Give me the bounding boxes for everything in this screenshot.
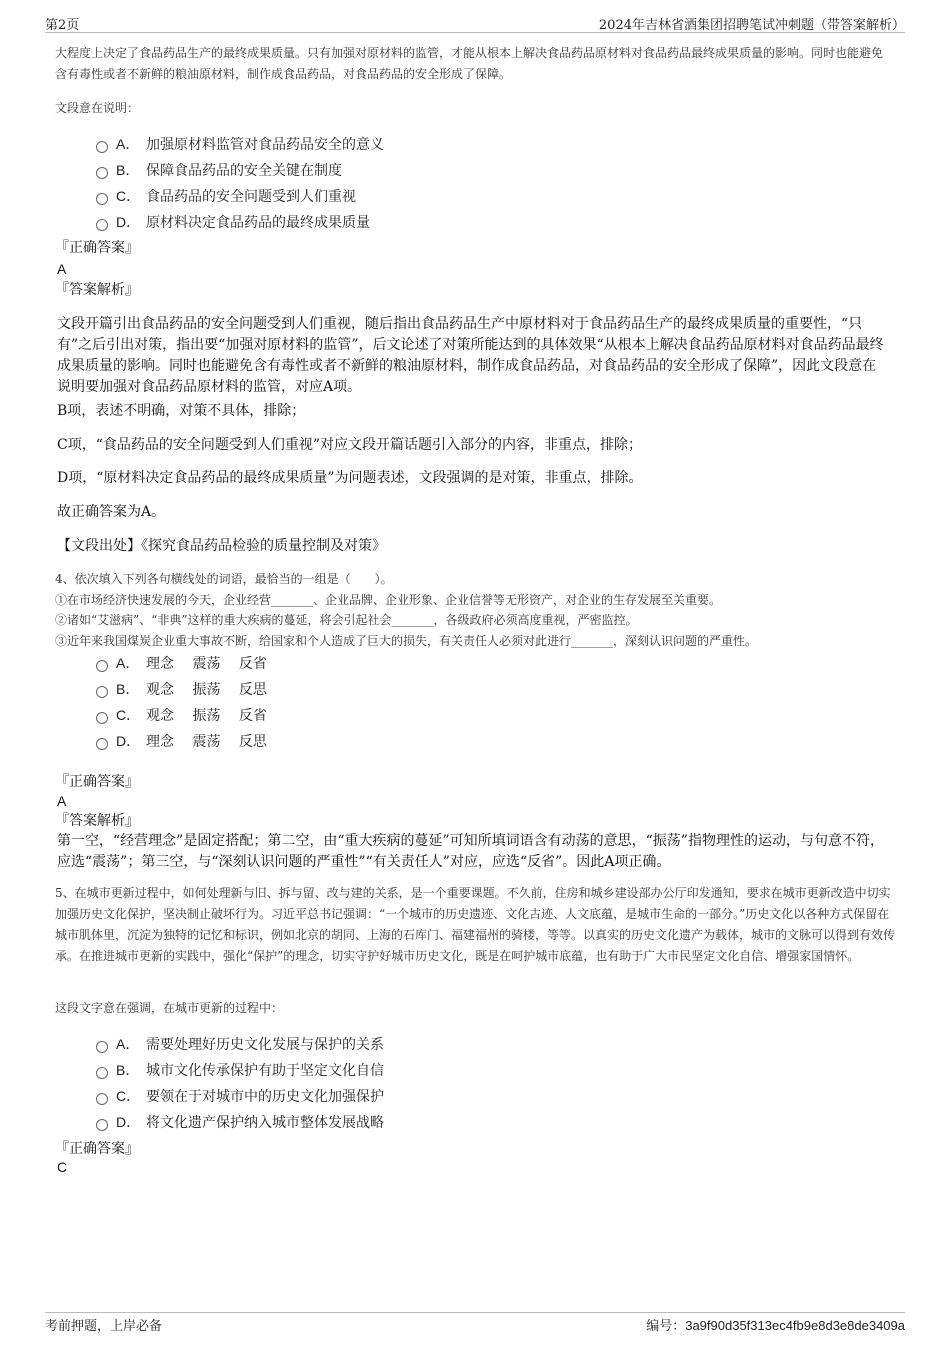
q5-answer: C: [57, 1159, 68, 1175]
q5-option-b[interactable]: B． 城市文化传承保护有助于坚定文化自信: [96, 1060, 384, 1080]
q5-answer-label: 『正确答案』: [55, 1141, 139, 1157]
q3-analysis: 文段开篇引出食品药品的安全问题受到人们重视，随后指出食品药品生产中原材料对于食品药品生产的最终成果质量的重要性，“只有”之后引出对策，指出要“加强对原材料的监管”，后文论述了对策所能达到的具体效果“从根本上解决食品药品原材料对食品药品最终成果质量的影响。同时也能避免含有毒性或者不新鲜的粮油原材料，制作成食品药品，对食品药品的安全形成了保障”，因此文段意在说明要加强对食品药品原材料的监管，对应A项。: [57, 316, 884, 395]
page-footer: [45, 1312, 905, 1334]
footer-slogan: 考前押题，上岸必备: [45, 1319, 163, 1334]
q4-option-a[interactable]: A． 理念 震荡 反省: [96, 653, 267, 673]
document-title: 2024年吉林省酒集团招聘笔试冲刺题（带答案解析）: [598, 18, 905, 33]
q4-answer-label: 『正确答案』: [55, 774, 139, 790]
q3-option-a[interactable]: A． 加强原材料监管对食品药品安全的意义: [96, 134, 384, 154]
radio-icon[interactable]: [96, 1119, 108, 1131]
page-header: [45, 10, 905, 33]
q3-answer-label: 『正确答案』: [55, 240, 139, 256]
page-number: 第2页: [45, 18, 80, 33]
q3-option-d[interactable]: D． 原材料决定食品药品的最终成果质量: [96, 212, 370, 232]
q3-analysis-label: 『答案解析』: [55, 282, 139, 298]
q3-option-c[interactable]: C． 食品药品的安全问题受到人们重视: [96, 186, 356, 206]
radio-icon[interactable]: [96, 141, 108, 153]
radio-icon[interactable]: [96, 738, 108, 750]
q4-answer: A: [57, 793, 67, 809]
q4-stem: 4、依次填入下列各句横线处的词语，最恰当的一组是（ ）。: [55, 572, 393, 586]
q4-option-d[interactable]: D． 理念 震荡 反思: [96, 731, 267, 751]
q3-source: 【文段出处】《探究食品药品检验的质量控制及对策》: [57, 538, 386, 554]
radio-icon[interactable]: [96, 1093, 108, 1105]
document-code: 编号：3a9f90d35f313ec4fb9e8d3e8de3409a: [646, 1318, 905, 1334]
q3-passage: 大程度上决定了食品药品生产的最终成果质量。只有加强对原材料的监管，才能从根本上解决食品药品原材料对食品药品最终成果质量的影响。同时也能避免含有毒性或者不新鲜的粮油原材料，制作成食品药品，对食品药品的安全形成了保障。: [55, 46, 884, 81]
q3-note-d: D项，“原材料决定食品药品的最终成果质量”为问题表述，文段强调的是对策，非重点，排除。: [57, 470, 643, 486]
q4-sentence-2: ②诸如“艾滋病”、“非典”这样的重大疾病的蔓延，将会引起社会_______，各级政府必须高度重视，严密监控。: [55, 613, 638, 627]
q5-option-c[interactable]: C． 要领在于对城市中的历史文化加强保护: [96, 1086, 384, 1106]
q3-answer: A: [57, 261, 67, 277]
radio-icon[interactable]: [96, 167, 108, 179]
q5-prompt: 这段文字意在强调，在城市更新的过程中：: [55, 1001, 284, 1015]
radio-icon[interactable]: [96, 219, 108, 231]
q4-sentence-1: ①在市场经济快速发展的今天，企业经营_______、企业品牌、企业形象、企业信誉等无形资产，对企业的生存发展至关重要。: [55, 593, 722, 607]
q4-sentence-3: ③近年来我国煤炭企业重大事故不断，给国家和个人造成了巨大的损失，有关责任人必须对此进行_______，深刻认识问题的严重性。: [55, 634, 758, 648]
q3-prompt: 文段意在说明：: [55, 101, 140, 115]
radio-icon[interactable]: [96, 686, 108, 698]
q3-note-b: B项，表述不明确，对策不具体，排除；: [57, 403, 306, 419]
q5-option-d[interactable]: D． 将文化遗产保护纳入城市整体发展战略: [96, 1112, 384, 1132]
radio-icon[interactable]: [96, 193, 108, 205]
q4-option-b[interactable]: B． 观念 振荡 反思: [96, 679, 267, 699]
q4-analysis-label: 『答案解析』: [55, 813, 139, 829]
q5-option-a[interactable]: A． 需要处理好历史文化发展与保护的关系: [96, 1034, 384, 1054]
q4-option-c[interactable]: C． 观念 振荡 反省: [96, 705, 267, 725]
q4-analysis: 第一空，“经营理念”是固定搭配；第二空，由“重大疾病的蔓延”可知所填词语含有动荡的意思，“振荡”指物理性的运动，与句意不符，应选“震荡”；第三空，与“深刻认识问题的严重性”“有关责任人”对应，应选“反省”。因此A项正确。: [57, 833, 884, 870]
radio-icon[interactable]: [96, 1041, 108, 1053]
q5-stem: 5、在城市更新过程中，如何处理新与旧、拆与留、改与建的关系，是一个重要课题。不久前，住房和城乡建设部办公厅印发通知，要求在城市更新改造中切实加强历史文化保护，坚决制止破坏行为。习近平总书记强调：“一个城市的历史遗迹、文化古迹、人文底蕴，是城市生命的一部分。”历史文化以各种方式保留在城市肌体里，沉淀为独特的记忆和标识，例如北京的胡同、上海的石库门、福建福州的骑楼，等等。以真实的历史文化遗产为载体，城市的文脉可以得到有效传承。在推进城市更新的实践中，强化“保护”的理念，切实守护好城市历史文化，既是在呵护城市底蕴，也有助于广大市民坚定文化自信、增强家国情怀。: [55, 886, 896, 963]
q3-conclusion: 故正确答案为A。: [57, 504, 166, 520]
radio-icon[interactable]: [96, 1067, 108, 1079]
radio-icon[interactable]: [96, 712, 108, 724]
q3-note-c: C项，“食品药品的安全问题受到人们重视”对应文段开篇话题引入部分的内容，非重点，排除；: [57, 437, 643, 453]
q3-option-b[interactable]: B． 保障食品药品的安全关键在制度: [96, 160, 342, 180]
radio-icon[interactable]: [96, 660, 108, 672]
